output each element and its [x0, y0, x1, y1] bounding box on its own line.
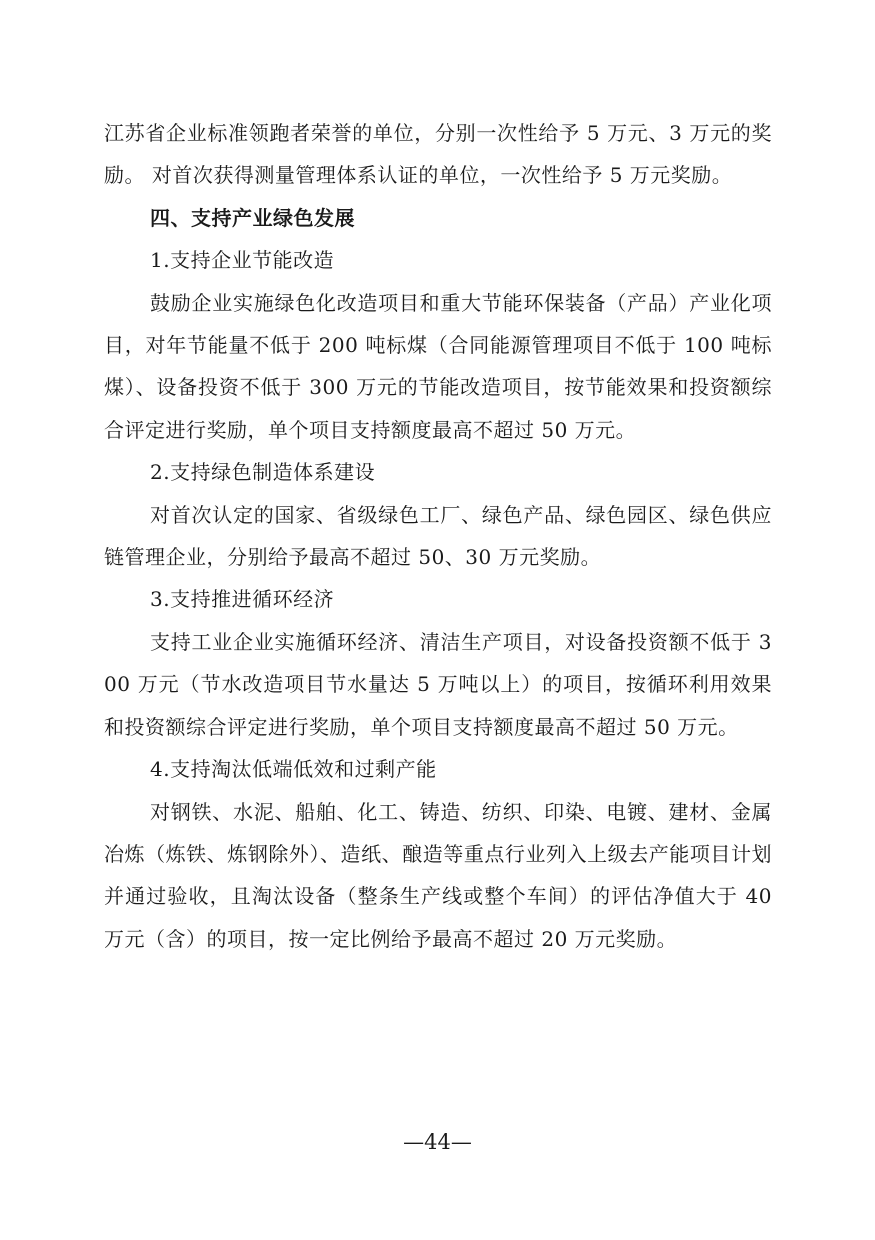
subheading-1: 1.支持企业节能改造	[150, 248, 335, 273]
page-number: —44—	[403, 1130, 472, 1154]
section-heading-4: 四、支持产业绿色发展	[150, 205, 355, 230]
document-body	[104, 112, 772, 960]
paragraph-energy-saving: 鼓励企业实施绿色化改造项目和重大节能环保装备（产品）产业化项目，对年节能量不低于 200 吨标煤（合同能源管理项目不低于 100 吨标煤）、设备投资不低于 300 万元的节能改造项目，按节能效果和投资额综合评定进行奖励，单个项目支持额度最高不超过 50 万元。	[104, 290, 772, 442]
paragraph-continued: 江苏省企业标准领跑者荣誉的单位，分别一次性给予 5 万元、3 万元的奖励。 对首次获得测量管理体系认证的单位，一次性给予 5 万元奖励。	[104, 121, 772, 188]
paragraph-green-manufacturing: 对首次认定的国家、省级绿色工厂、绿色产品、绿色园区、绿色供应链管理企业，分别给予最高不超过 50、30 万元奖励。	[104, 502, 772, 570]
subheading-3: 3.支持推进循环经济	[150, 587, 335, 612]
paragraph-circular-economy: 支持工业企业实施循环经济、清洁生产项目，对设备投资额不低于 300 万元（节水改造项目节水量达 5 万吨以上）的项目，按循环利用效果和投资额综合评定进行奖励，单个项目支持额度最高不超过 50 万元。	[104, 629, 772, 739]
subheading-4: 4.支持淘汰低端低效和过剩产能	[150, 757, 437, 782]
paragraph-capacity-elimination: 对钢铁、水泥、船舶、化工、铸造、纺织、印染、电镀、建材、金属冶炼（炼铁、炼钢除外）、造纸、酿造等重点行业列入上级去产能项目计划并通过验收，且淘汰设备（整条生产线或整个车间）的评估净值大于 40 万元（含）的项目，按一定比例给予最高不超过 20 万元奖励。	[104, 799, 772, 951]
subheading-2: 2.支持绿色制造体系建设	[150, 460, 376, 485]
